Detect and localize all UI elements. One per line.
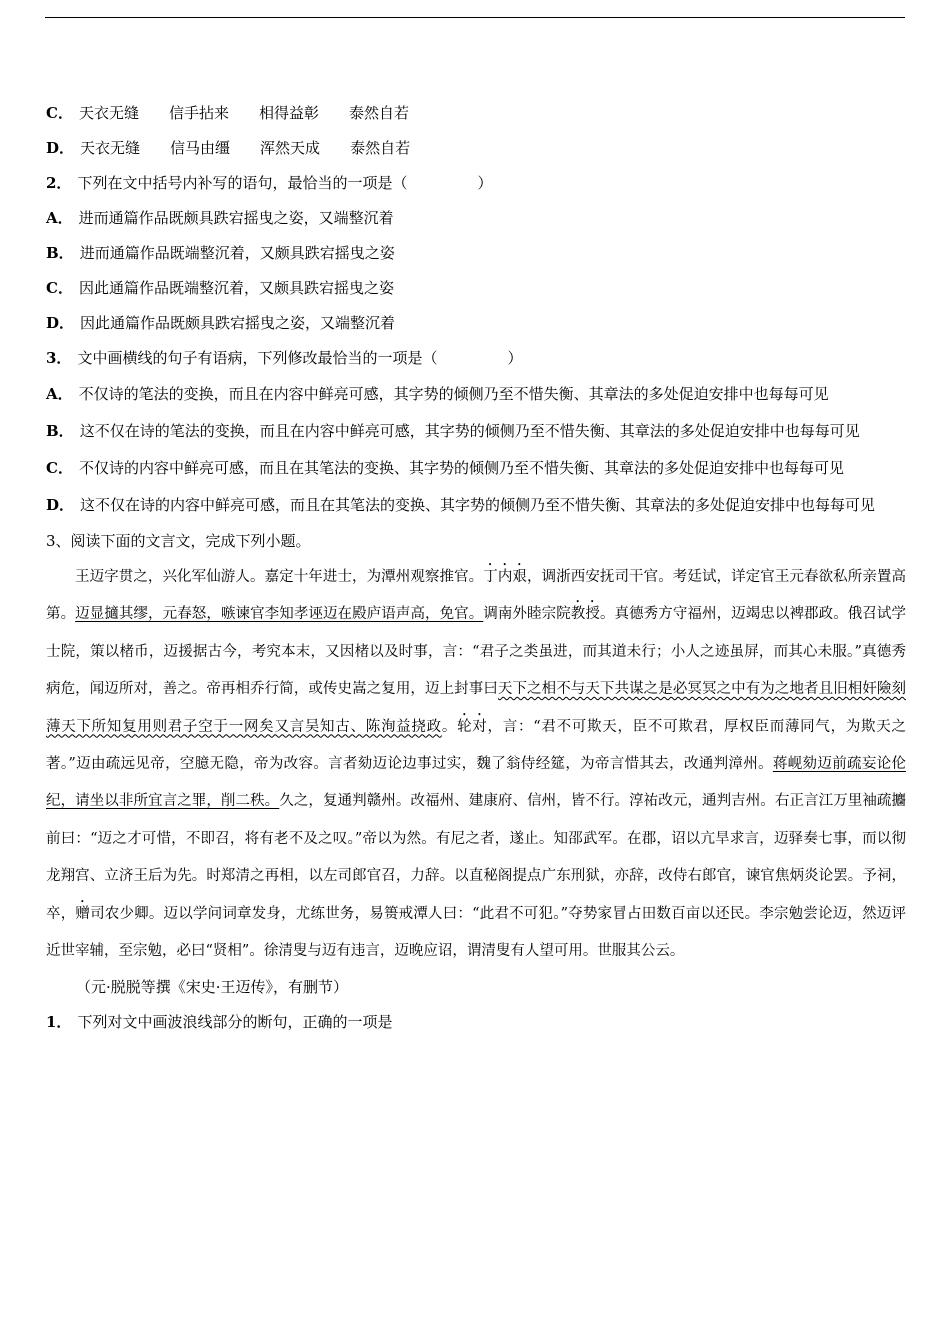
option-letter: D． [46,496,75,514]
question-number: 1． [46,1013,72,1032]
word: 泰然自若 [349,104,410,122]
question-number: 3． [46,349,72,367]
question-text: 下列对文中画波浪线部分的断句，正确的一项是 [77,1013,393,1032]
dotted-word: 赠 [75,905,91,922]
option-letter: D． [46,139,75,157]
word: 天衣无缝 [80,139,141,157]
passage-text: 司农少卿。迈以学问词章发身，尤练世务，易篑戒潭人曰：“此君不可犯。”夺势家冒占田数百亩以还民。李宗勉尝论迈，然迈评近世宰辅，至宗勉，必曰“贤相”。徐清叟与迈有违言，迈晚应诏，谓清叟有人望可用。世服其公云。 [46,905,907,960]
q2-option-d[interactable] [46,306,906,341]
passage-source: （元·脱脱等撰《宋史·王迈传》，有删节） [76,978,349,997]
option-letter: A． [46,385,73,403]
passage-text: ，调浙西安抚司干官。考廷试，详定官王元春欲私所亲置高第。 [46,569,907,623]
option-letter: B． [46,244,74,262]
word: 信马由缰 [170,139,231,157]
option-letter: B． [46,422,74,440]
q1-option-c[interactable] [46,96,906,131]
option-text: 不仅诗的笔法的变换，而且在内容中鲜亮可感，其字势的倾侧乃至不惜失衡、其章法的多处促迫安排中也每每可见 [78,385,829,403]
word: 泰然自若 [350,139,411,157]
wavy-underlined-sentence: 天下之相不与天下共谋之是必冥冥之中有为之地者且旧相奸險刻薄天下所知复用则君子空于一网矣又言吴知古、陈洵益挠政 [46,681,906,735]
q1-option-d[interactable] [46,131,906,166]
option-text: 因此通篇作品既端整沉着，又颇具跌宕摇曳之姿 [78,279,394,297]
word: 天衣无缝 [78,104,139,122]
option-letter: C． [46,104,73,122]
word: 相得益彰 [258,104,319,122]
dotted-word: 轮对 [457,718,488,735]
sub-question-1 [46,1005,906,1040]
option-text: 这不仅在诗的内容中鲜亮可感，而且在其笔法的变换、其字势的倾侧乃至不惜失衡、其章法的多处促迫安排中也每每可见 [80,496,876,514]
question-number: 2． [46,174,72,192]
underlined-sentence: 迈显擿其缪，元春怒，嗾谏官李知孝诬迈在殿庐语声高，免官。 [75,606,484,623]
passage-text: 调南外睦宗院 [483,606,571,623]
classical-passage [46,559,906,970]
bracket-close: ） [477,174,493,192]
word: 浑然天成 [260,139,321,157]
option-text: 这不仅在诗的笔法的变换，而且在内容中鲜亮可感，其字势的倾侧乃至不惜失衡、其章法的多处促迫安排中也每每可见 [79,422,860,440]
passage-text: 王迈字贯之，兴化军仙游人。嘉定十年进士，为潭州观察推官。 [75,569,484,585]
q2-stem [46,166,906,201]
q3-stem [46,341,906,376]
q3-option-c[interactable] [46,450,906,487]
passage-text: ，言：“君不可欺天，臣不可欺君，厚权臣而薄同气，为欺天之著。”迈由疏远见帝，空臆无隐，帝为改容。言者劾迈论边事过实，魏了翁侍经筵，为帝言惜其去，改通判漳州。 [46,718,907,773]
underlined-sentence: 蒋岘劾迈前疏妄论伦纪，请坐以非所宜言之罪，削二秩。 [46,756,906,810]
option-text: 进而通篇作品既端整沉着，又颇具跌宕摇曳之姿 [79,244,395,262]
option-text: 不仅诗的内容中鲜亮可感，而且在其笔法的变换、其字势的倾侧乃至不惜失衡、其章法的多处促迫安排中也每每可见 [78,459,844,477]
passage-text: 。 [441,718,458,735]
option-text: 进而通篇作品既颇具跌宕摇曳之姿，又端整沉着 [78,209,394,227]
q3-option-b[interactable] [46,413,906,450]
passage-text: 。真德秀方守福州，迈竭忠以裨郡政。俄召试学士院，策以楮币，迈援据古今，考究本末，又因楮以及时事，言：“君子之类虽进，而其道未行；小人之迹虽屏，而其心未服。”真德秀病危，闻迈所对，善之。帝再相乔行简，或传史嵩之复用，迈上封事曰 [46,606,907,698]
option-letter: C． [46,279,73,297]
dotted-word: 丁内艰 [483,569,527,585]
word: 信手拈来 [168,104,229,122]
q3-option-d[interactable] [46,487,906,524]
q2-option-b[interactable] [46,236,906,271]
question-text: 文中画横线的句子有语病，下列修改最恰当的一项是（ [77,349,438,367]
option-text: 因此通篇作品既颇具跌宕摇曳之姿，又端整沉着 [80,314,396,332]
dotted-word: 教授 [570,606,600,623]
question-text: 下列在文中括号内补写的语句，最恰当的一项是（ [77,174,408,192]
option-letter: C． [46,459,73,477]
passage-text: 久之，复通判赣州。改福州、建康府、信州，皆不行。淳祐改元，通判吉州。右正言江万里袖疏攟前曰：“迈之才可惜，不即召，将有老不及之叹。”帝以为然。有尼之者，遂止。知邵武军。在郡，诏以亢旱求言，迈驿奏七事，而以彻龙翔宫、立济王后为先。时郑清之再相，以左司郎官召，力辞。以直秘阁提点广东刑狱，亦辞，改侍右郎官，谏官焦炳炎论罢。予祠，卒， [46,793,907,922]
q3-option-a[interactable] [46,376,906,413]
header-rule [45,17,905,18]
document-body [46,96,906,1040]
bracket-close: ） [507,349,523,367]
option-letter: A． [46,209,73,227]
option-letter: D． [46,314,75,332]
q2-option-a[interactable] [46,201,906,236]
q2-option-c[interactable] [46,271,906,306]
reading-heading: 3、阅读下面的文言文，完成下列小题。 [46,532,311,550]
